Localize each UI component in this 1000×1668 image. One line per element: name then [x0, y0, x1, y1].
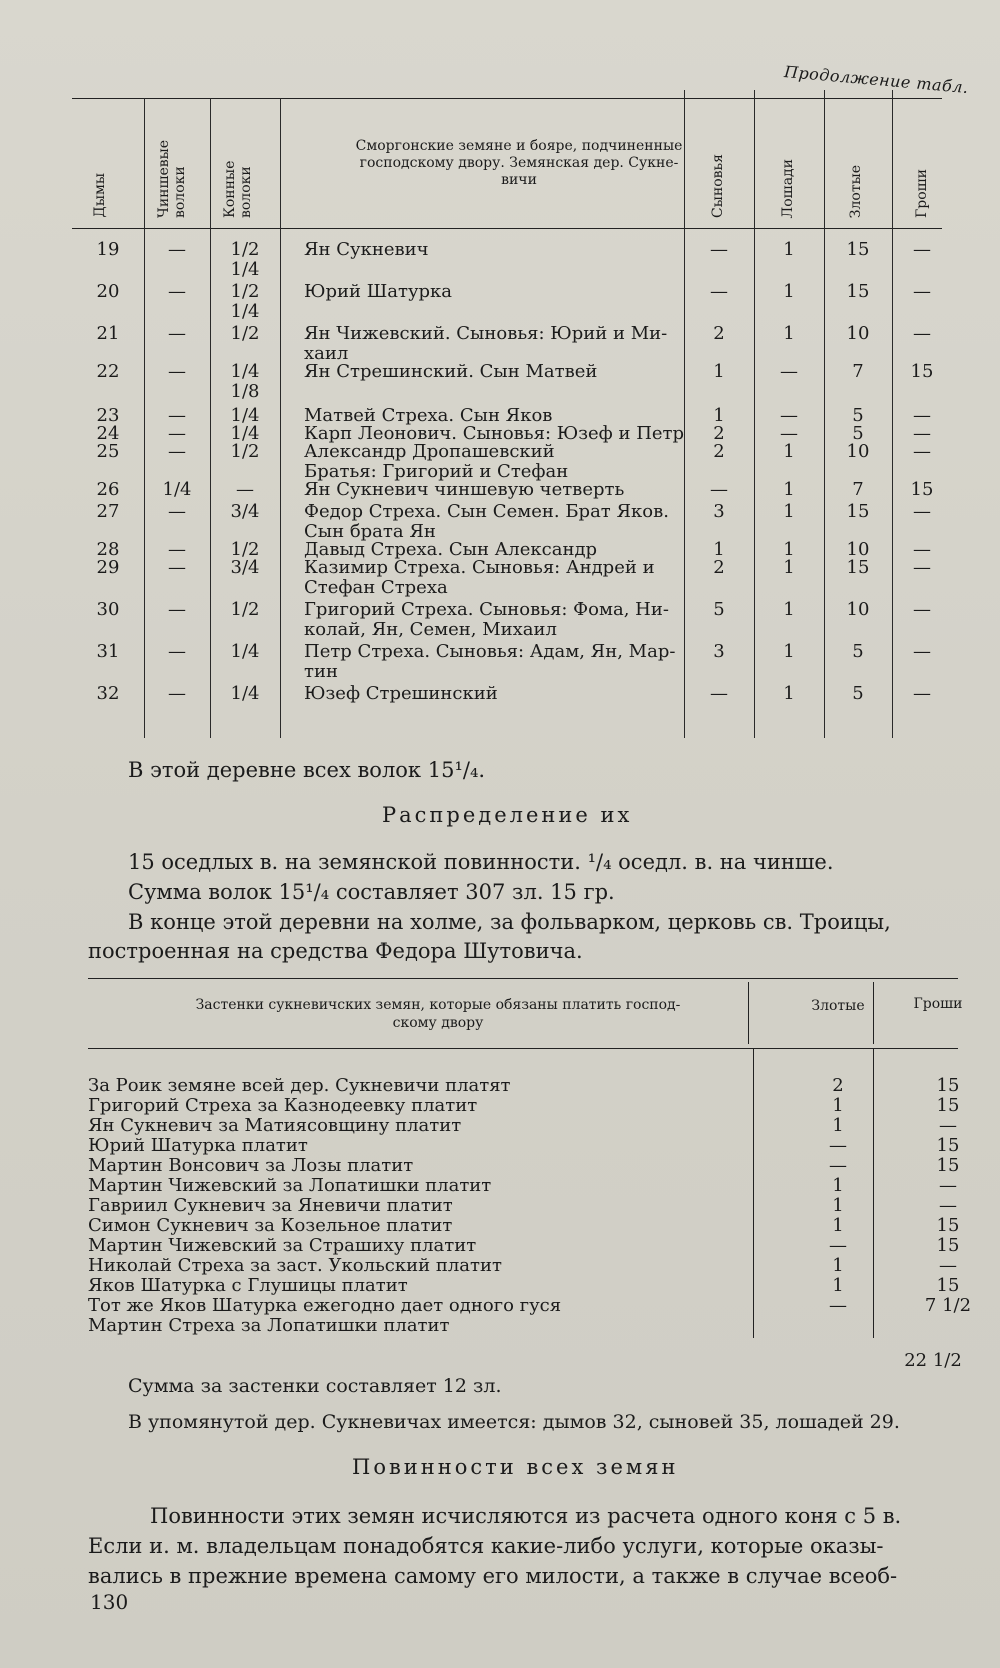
- konnye-voloki: [210, 282, 280, 322]
- row-name: Ян Сукневич за Матиясовщину платит: [88, 1115, 462, 1136]
- groshi-value: 15: [936, 1135, 960, 1156]
- header-line: скому двору: [392, 1015, 484, 1031]
- konnye-voloki-line: 1/4: [230, 423, 260, 444]
- zlotye-value: 15: [846, 281, 870, 302]
- zlotye-value: 10: [846, 441, 870, 462]
- row-name: Григорий Стреха за Казнодеевку платит: [88, 1095, 478, 1116]
- zlotye-value: 15: [846, 557, 870, 578]
- zlotye-value: 1: [832, 1095, 844, 1116]
- zlotye-value: 1: [832, 1115, 844, 1136]
- row-name-line: Ян Сукневич чиншевую четверть: [304, 479, 625, 500]
- total-groshi: 22 1/2: [904, 1350, 962, 1371]
- table-header: [72, 98, 942, 228]
- row-number: 27: [96, 501, 120, 522]
- konnye-voloki: [210, 558, 280, 578]
- zlotye-value: 10: [846, 539, 870, 560]
- header-zlotye: Злотые: [848, 164, 864, 218]
- row-name-line: Сын брата Ян: [304, 521, 436, 542]
- zlotye-value: 15: [846, 239, 870, 260]
- zlotye-value: 1: [832, 1275, 844, 1296]
- row-name-line: Юзеф Стрешинский: [304, 683, 498, 704]
- heading-distribution: Распределение их: [382, 803, 633, 827]
- konnye-voloki-line: 1/2: [230, 239, 260, 260]
- konnye-voloki-line: 1/2: [230, 441, 260, 462]
- horses-count: —: [780, 405, 798, 426]
- paragraph: построенная на средства Федора Шутовича.: [88, 939, 583, 963]
- konnye-voloki-line: 3/4: [230, 557, 260, 578]
- chinsh-voloki: —: [168, 441, 186, 462]
- sum-text: Сумма за застенки составляет 12 зл.: [128, 1375, 502, 1397]
- horses-count: 1: [783, 479, 795, 500]
- chinsh-voloki: —: [168, 539, 186, 560]
- konnye-voloki-line: 1/4: [230, 683, 260, 704]
- zlotye-value: 5: [852, 405, 864, 426]
- groshi-value: —: [939, 1255, 957, 1276]
- chinsh-voloki: —: [168, 641, 186, 662]
- groshi-value: 15: [936, 1235, 960, 1256]
- zlotye-value: —: [829, 1235, 847, 1256]
- konnye-voloki: [210, 502, 280, 522]
- horses-count: 1: [783, 281, 795, 302]
- konnye-voloki-line: 1/4: [230, 641, 260, 662]
- groshi-value: 15: [936, 1095, 960, 1116]
- groshi-value: 15: [936, 1075, 960, 1096]
- table-header-rule: [72, 228, 942, 229]
- continuation-label: Продолжение табл.: [783, 62, 970, 98]
- row-number: 32: [96, 683, 120, 704]
- row-name: За Роик земяне всей дер. Сукневичи платят: [88, 1075, 511, 1096]
- groshi-value: —: [913, 501, 931, 522]
- zlotye-value: 1: [832, 1175, 844, 1196]
- header-line: Застенки сукневичских земян, которые обязаны платить господ-: [195, 997, 681, 1013]
- chinsh-voloki: —: [168, 239, 186, 260]
- chinsh-voloki: —: [168, 323, 186, 344]
- sons-count: 2: [713, 441, 725, 462]
- chinsh-voloki: —: [168, 501, 186, 522]
- chinsh-voloki: —: [168, 281, 186, 302]
- header-konnye: Конные волоки: [222, 160, 254, 218]
- horses-count: 1: [783, 599, 795, 620]
- heading-duties: Повинности всех земян: [352, 1455, 679, 1479]
- zlotye-value: 7: [852, 479, 864, 500]
- zlotye-value: 1: [832, 1215, 844, 1236]
- konnye-voloki: [210, 240, 280, 280]
- row-name-line: Ян Чижевский. Сыновья: Юрий и Ми-: [304, 323, 668, 344]
- paragraph: Сумма волок 15¹/₄ составляет 307 зл. 15 гр.: [128, 880, 615, 904]
- konnye-voloki: [210, 684, 280, 704]
- row-name-line: Ян Сукневич: [304, 239, 429, 260]
- row-name-line: хаил: [304, 343, 349, 364]
- header-zlotye: Злотые: [811, 998, 865, 1014]
- sons-count: 5: [713, 599, 725, 620]
- horses-count: 1: [783, 441, 795, 462]
- row-name: Гавриил Сукневич за Яневичи платит: [88, 1195, 453, 1216]
- table-header-rule: [88, 1048, 958, 1049]
- sons-count: —: [710, 479, 728, 500]
- sons-count: 2: [713, 323, 725, 344]
- row-number: 20: [96, 281, 120, 302]
- konnye-voloki: [210, 642, 280, 662]
- row-name: Мартин Чижевский за Лопатишки платит: [88, 1175, 492, 1196]
- groshi-value: —: [913, 557, 931, 578]
- row-name: Яков Шатурка с Глушицы платит: [88, 1275, 408, 1296]
- row-number: 30: [96, 599, 120, 620]
- row-name: Николай Стреха за заст. Укольский платит: [88, 1255, 502, 1276]
- groshi-value: 15: [910, 479, 934, 500]
- chinsh-voloki: —: [168, 405, 186, 426]
- sons-count: 2: [713, 557, 725, 578]
- groshi-value: —: [913, 239, 931, 260]
- sons-count: 3: [713, 501, 725, 522]
- zlotye-value: 15: [846, 501, 870, 522]
- groshi-value: —: [939, 1175, 957, 1196]
- horses-count: 1: [783, 557, 795, 578]
- zlotye-value: 5: [852, 641, 864, 662]
- header-loshadi: Лошади: [780, 158, 796, 218]
- table-top-rule: [88, 978, 958, 979]
- chinsh-voloki: —: [168, 557, 186, 578]
- groshi-value: 15: [936, 1215, 960, 1236]
- row-name-line: Федор Стреха. Сын Семен. Брат Яков.: [304, 501, 669, 522]
- zlotye-value: 10: [846, 599, 870, 620]
- row-number: 25: [96, 441, 120, 462]
- sons-count: —: [710, 683, 728, 704]
- header-title-line: Сморгонские земяне и бояре, подчиненные: [355, 138, 683, 154]
- row-number: 26: [96, 479, 120, 500]
- row-name-line: колай, Ян, Семен, Михаил: [304, 619, 557, 640]
- paragraph: В конце этой деревни на холме, за фольварком, церковь св. Троицы,: [128, 910, 891, 934]
- groshi-value: 15: [936, 1275, 960, 1296]
- row-name: Симон Сукневич за Козельное платит: [88, 1215, 453, 1236]
- groshi-value: —: [939, 1195, 957, 1216]
- konnye-voloki-line: 1/2: [230, 281, 260, 302]
- row-number: 22: [96, 361, 120, 382]
- paragraph: Повинности этих земян исчисляются из расчета одного коня с 5 в.: [150, 1504, 902, 1528]
- row-name-line: Братья: Григорий и Стефан: [304, 461, 569, 482]
- zlotye-value: 5: [852, 423, 864, 444]
- column-divider: [280, 98, 281, 738]
- row-name-line: Петр Стреха. Сыновья: Адам, Ян, Мар-: [304, 641, 676, 662]
- page-number: 130: [90, 1590, 129, 1614]
- row-name-line: Ян Стрешинский. Сын Матвей: [304, 361, 598, 382]
- header-title-line: вичи: [501, 172, 537, 188]
- groshi-value: —: [913, 323, 931, 344]
- header-groshi: Гроши: [914, 168, 930, 218]
- sons-count: 2: [713, 423, 725, 444]
- row-name-line: Юрий Шатурка: [304, 281, 453, 302]
- sons-count: 1: [713, 361, 725, 382]
- groshi-value: 15: [936, 1155, 960, 1176]
- konnye-voloki: [210, 600, 280, 620]
- row-name: Мартин Стреха за Лопатишки платит: [88, 1315, 450, 1336]
- column-divider: [753, 1048, 754, 1338]
- sons-count: 3: [713, 641, 725, 662]
- konnye-voloki-line: —: [236, 479, 254, 500]
- horses-count: 1: [783, 539, 795, 560]
- paragraph: 15 оседлых в. на земянской повинности. ¹/₄ оседл. в. на чинше.: [128, 850, 834, 874]
- row-number: 21: [96, 323, 120, 344]
- konnye-voloki-line: 1/8: [230, 381, 260, 402]
- row-name: Мартин Вонсович за Лозы платит: [88, 1155, 414, 1176]
- zlotye-value: —: [829, 1155, 847, 1176]
- chinsh-voloki: —: [168, 361, 186, 382]
- zlotye-value: 7: [852, 361, 864, 382]
- row-number: 29: [96, 557, 120, 578]
- konnye-voloki: [210, 480, 280, 500]
- zastenki-header: [128, 996, 748, 1032]
- row-name: Юрий Шатурка платит: [88, 1135, 308, 1156]
- groshi-value: —: [913, 641, 931, 662]
- row-name-line: Стефан Стреха: [304, 577, 448, 598]
- row-name-line: Александр Дропашевский: [304, 441, 555, 462]
- konnye-voloki-line: 1/4: [230, 301, 260, 322]
- groshi-value: —: [913, 281, 931, 302]
- zlotye-value: 5: [852, 683, 864, 704]
- groshi-value: —: [913, 423, 931, 444]
- konnye-voloki: [210, 442, 280, 462]
- zlotye-value: 1: [832, 1255, 844, 1276]
- horses-count: —: [780, 423, 798, 444]
- row-name-line: Матвей Стреха. Сын Яков: [304, 405, 553, 426]
- groshi-value: —: [913, 405, 931, 426]
- groshi-value: 15: [910, 361, 934, 382]
- column-divider: [873, 1048, 874, 1338]
- sons-count: 1: [713, 539, 725, 560]
- konnye-voloki: [210, 324, 280, 344]
- konnye-voloki-line: 1/2: [230, 323, 260, 344]
- konnye-voloki-line: 1/4: [230, 405, 260, 426]
- row-number: 28: [96, 539, 120, 560]
- row-number: 23: [96, 405, 120, 426]
- sons-count: —: [710, 239, 728, 260]
- header-chinsh: Чиншевые волоки: [156, 139, 188, 218]
- paragraph: вались в прежние времена самому его милости, а также в случае всеоб-: [88, 1564, 898, 1588]
- chinsh-voloki: —: [168, 683, 186, 704]
- header-dymy: Дымы: [92, 173, 108, 218]
- row-name-line: Давыд Стреха. Сын Александр: [304, 539, 598, 560]
- konnye-voloki-line: 1/4: [230, 361, 260, 382]
- row-number: 24: [96, 423, 120, 444]
- groshi-value: —: [913, 599, 931, 620]
- total-voloks-text: В этой деревне всех волок 15¹/₄.: [128, 758, 486, 782]
- column-divider: [873, 982, 874, 1044]
- horses-count: 1: [783, 239, 795, 260]
- row-name-line: Григорий Стреха. Сыновья: Фома, Ни-: [304, 599, 669, 620]
- header-title: [294, 138, 744, 189]
- konnye-voloki-line: 1/2: [230, 599, 260, 620]
- chinsh-voloki: 1/4: [162, 479, 192, 500]
- row-name: Тот же Яков Шатурка ежегодно дает одного гуся: [88, 1295, 562, 1316]
- column-divider: [748, 982, 749, 1044]
- zlotye-value: 2: [832, 1075, 844, 1096]
- horses-count: 1: [783, 501, 795, 522]
- chinsh-voloki: —: [168, 423, 186, 444]
- row-number: 19: [96, 239, 120, 260]
- groshi-value: —: [939, 1115, 957, 1136]
- horses-count: 1: [783, 683, 795, 704]
- row-name: Мартин Чижевский за Страшиху платит: [88, 1235, 477, 1256]
- konnye-voloki: [210, 362, 280, 402]
- horses-count: 1: [783, 641, 795, 662]
- row-name-line: Карп Леонович. Сыновья: Юзеф и Петр: [304, 423, 685, 444]
- zlotye-value: 10: [846, 323, 870, 344]
- horses-count: —: [780, 361, 798, 382]
- chinsh-voloki: —: [168, 599, 186, 620]
- counts-text: В упомянутой дер. Сукневичах имеется: дымов 32, сыновей 35, лошадей 29.: [128, 1411, 900, 1433]
- horses-count: 1: [783, 323, 795, 344]
- row-name-line: тин: [304, 661, 338, 682]
- konnye-voloki-line: 3/4: [230, 501, 260, 522]
- zlotye-value: 1: [832, 1195, 844, 1216]
- zlotye-value: —: [829, 1295, 847, 1316]
- groshi-value: —: [913, 683, 931, 704]
- header-synovya: Сыновья: [710, 154, 726, 218]
- header-groshi: Гроши: [913, 996, 963, 1012]
- groshi-value: 7 1/2: [924, 1295, 972, 1316]
- groshi-value: —: [913, 441, 931, 462]
- konnye-voloki-line: 1/2: [230, 539, 260, 560]
- sons-count: —: [710, 281, 728, 302]
- zlotye-value: —: [829, 1135, 847, 1156]
- row-number: 31: [96, 641, 120, 662]
- header-title-line: господскому двору. Земянская дер. Сукне-: [359, 155, 679, 171]
- konnye-voloki-line: 1/4: [230, 259, 260, 280]
- sons-count: 1: [713, 405, 725, 426]
- paragraph: Если и. м. владельцам понадобятся какие-либо услуги, которые оказы-: [88, 1534, 884, 1558]
- row-name-line: Казимир Стреха. Сыновья: Андрей и: [304, 557, 655, 578]
- groshi-value: —: [913, 539, 931, 560]
